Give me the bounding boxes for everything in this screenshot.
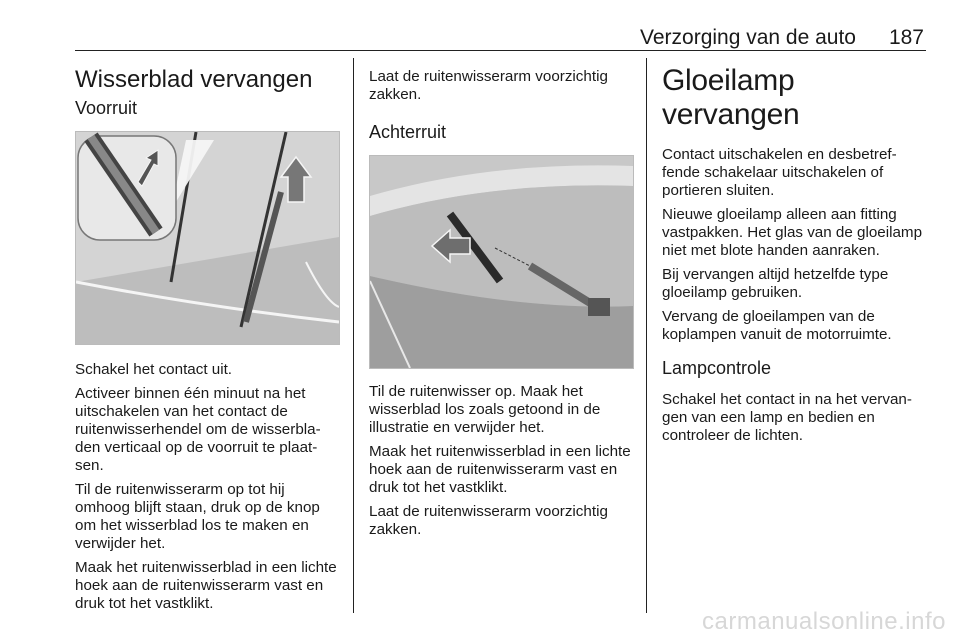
paragraph: Til de ruitenwisserarm op tot hij omhoog blijft staan, druk op de knop om het wisserblad los te maken en verwijder het. xyxy=(75,481,320,552)
heading-wisserblad: Wisserblad vervangen xyxy=(75,66,313,93)
paragraph: Contact uitschakelen en desbetreffende schakelaar uitschakelen of portieren sluiten. xyxy=(662,146,897,199)
paragraph: Laat de ruitenwisserarm voorzichtig zakken. xyxy=(369,68,608,103)
section-title: Verzorging van de auto xyxy=(640,26,856,49)
subheading-lampcontrole: Lampcontrole xyxy=(662,358,772,378)
paragraph: Laat de ruitenwisserarm voorzichtig zakken. xyxy=(369,503,608,538)
paragraph: Nieuwe gloeilamp alleen aan fitting vastpakken. Het glas van de gloeilamp niet met blote handen aanraken. xyxy=(662,206,923,259)
column-1 xyxy=(75,58,340,619)
paragraph: Maak het ruitenwisserblad in een lichte hoek aan de ruitenwisserarm vast en druk tot het vastklikt. xyxy=(75,559,337,612)
paragraph: Bij vervangen altijd hetzelfde type gloeilamp gebruiken. xyxy=(662,266,889,301)
rear-wiper-illustration xyxy=(369,155,634,369)
paragraph: Schakel het contact in na het vervangen van een lamp en bedien en controleer de lichten. xyxy=(662,391,912,444)
subheading-voorruit: Voorruit xyxy=(75,98,138,118)
page-number: 187 xyxy=(888,26,924,49)
paragraph: Maak het ruitenwisserblad in een lichte hoek aan de ruitenwisserarm vast en druk tot het vastklikt. xyxy=(369,443,631,496)
column-2 xyxy=(369,58,634,545)
heading-gloeilamp: Gloeilamp vervangen xyxy=(662,64,800,131)
paragraph: Vervang de gloeilampen van de koplampen vanuit de motorruimte. xyxy=(662,308,892,343)
watermark: carmanualsonline.info xyxy=(702,608,946,635)
paragraph: Til de ruitenwisser op. Maak het wisserblad los zoals getoond in de illustratie en verwijder het. xyxy=(369,383,601,436)
column-divider-1 xyxy=(353,58,354,613)
paragraph: Activeer binnen één minuut na het uitschakelen van het contact de ruitenwisserhendel om de wisserbladen verticaal op de voorruit te plaatsen. xyxy=(75,385,321,474)
column-3 xyxy=(662,58,927,451)
page-header xyxy=(75,20,926,51)
subheading-achterruit: Achterruit xyxy=(369,122,447,142)
column-divider-2 xyxy=(646,58,647,613)
paragraph: Schakel het contact uit. xyxy=(75,361,233,378)
windshield-wiper-illustration xyxy=(75,131,340,345)
